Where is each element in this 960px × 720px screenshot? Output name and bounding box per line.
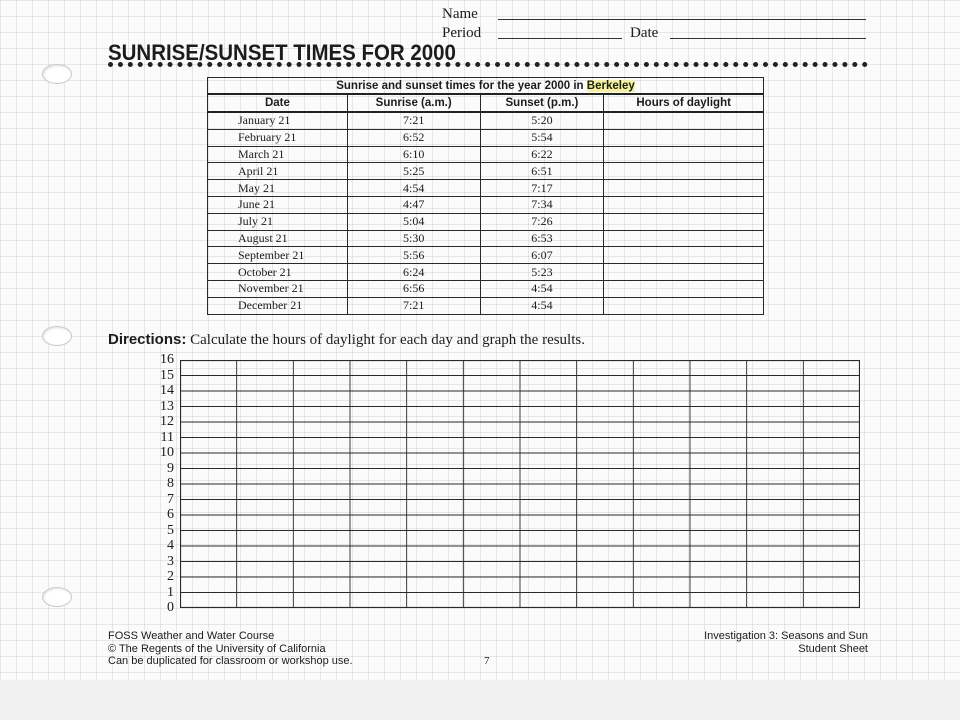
table-row — [208, 180, 764, 197]
hours-of-daylight-cell[interactable] — [604, 280, 764, 297]
date-cell: December 21 — [208, 297, 348, 314]
hours-of-daylight-cell[interactable] — [604, 180, 764, 197]
table-row — [208, 112, 764, 129]
y-axis-tick-label: 9 — [167, 460, 174, 476]
sunrise-cell: 4:47 — [347, 196, 480, 213]
table-header-row — [208, 94, 764, 112]
table-row — [208, 247, 764, 264]
directions-text: Calculate the hours of daylight for each day and graph the results. — [190, 332, 585, 348]
y-axis-tick-label: 16 — [160, 352, 174, 367]
page-number: 7 — [484, 655, 490, 667]
hours-of-daylight-cell[interactable] — [604, 129, 764, 146]
table-row — [208, 280, 764, 297]
hours-of-daylight-cell[interactable] — [604, 247, 764, 264]
hours-of-daylight-cell[interactable] — [604, 196, 764, 213]
date-cell: November 21 — [208, 280, 348, 297]
daylight-graph-grid[interactable] — [180, 360, 860, 608]
footer-course: FOSS Weather and Water Course — [108, 630, 275, 642]
date-cell: October 21 — [208, 264, 348, 281]
column-header-hours: Hours of daylight — [604, 94, 764, 112]
column-header-date: Date — [208, 94, 348, 112]
table-caption-text: Sunrise and sunset times for the year 2000 in — [336, 79, 584, 92]
footer-sheet-type: Student Sheet — [798, 642, 868, 655]
hours-of-daylight-cell[interactable] — [604, 230, 764, 247]
sunset-cell: 5:20 — [480, 112, 604, 129]
sunset-cell: 5:23 — [480, 264, 604, 281]
y-axis-tick-label: 4 — [167, 538, 174, 553]
table-row — [208, 196, 764, 213]
y-axis-tick-label: 11 — [160, 429, 174, 445]
sunrise-cell: 6:24 — [347, 264, 480, 281]
date-cell: February 21 — [208, 129, 348, 146]
table-row — [208, 264, 764, 281]
date-cell: May 21 — [208, 180, 348, 197]
sunset-cell: 4:54 — [480, 280, 604, 297]
y-axis-tick-label: 13 — [160, 398, 174, 414]
table-row — [208, 230, 764, 247]
sunrise-cell: 7:21 — [347, 297, 480, 314]
y-axis-tick-label: 14 — [160, 383, 174, 398]
table-row — [208, 163, 764, 180]
table-caption-city: Berkeley — [586, 79, 635, 92]
y-axis-tick-label: 1 — [167, 584, 174, 600]
binder-hole — [42, 326, 72, 346]
y-axis-tick-label: 0 — [167, 600, 174, 615]
sunset-cell: 7:17 — [480, 180, 604, 197]
binder-hole — [42, 64, 72, 84]
hours-of-daylight-cell[interactable] — [604, 213, 764, 230]
sunrise-cell: 5:56 — [347, 247, 480, 264]
directions — [108, 331, 585, 349]
date-cell: April 21 — [208, 163, 348, 180]
y-axis-tick-label: 12 — [160, 414, 174, 429]
sunset-cell: 7:34 — [480, 196, 604, 213]
sunrise-cell: 4:54 — [347, 180, 480, 197]
date-field-line[interactable] — [670, 38, 866, 39]
name-field-line[interactable] — [498, 19, 866, 20]
sunrise-cell: 6:56 — [347, 280, 480, 297]
footer-investigation: Investigation 3: Seasons and Sun — [704, 630, 868, 642]
hours-of-daylight-cell[interactable] — [604, 146, 764, 163]
sunrise-cell: 6:52 — [347, 129, 480, 146]
date-cell: July 21 — [208, 213, 348, 230]
y-axis-tick-label: 8 — [167, 476, 174, 491]
hours-of-daylight-cell[interactable] — [604, 264, 764, 281]
table-caption — [208, 78, 764, 95]
date-cell: August 21 — [208, 230, 348, 247]
sunset-cell: 4:54 — [480, 297, 604, 314]
sunrise-cell: 7:21 — [347, 112, 480, 129]
scan-bottom-margin — [0, 680, 960, 720]
y-axis-tick-label: 6 — [167, 507, 174, 522]
page-title: SUNRISE/SUNSET TIMES FOR 2000 — [108, 40, 456, 65]
y-axis-tick-label: 10 — [160, 445, 174, 460]
date-label: Date — [630, 25, 659, 41]
sunset-cell: 5:54 — [480, 129, 604, 146]
footer-duplicate-note: Can be duplicated for classroom or workshop use. — [108, 655, 353, 667]
y-axis-tick-label: 15 — [160, 367, 174, 383]
y-axis-tick-label: 5 — [167, 522, 174, 538]
sunset-cell: 6:22 — [480, 146, 604, 163]
footer-right — [704, 630, 868, 655]
hours-of-daylight-cell[interactable] — [604, 112, 764, 129]
date-cell: September 21 — [208, 247, 348, 264]
table-row — [208, 129, 764, 146]
column-header-sunrise: Sunrise (a.m.) — [347, 94, 480, 112]
name-label: Name — [442, 6, 478, 22]
directions-label: Directions: — [108, 331, 187, 348]
sunset-cell: 7:26 — [480, 213, 604, 230]
period-label: Period — [442, 25, 482, 41]
footer-copyright: © The Regents of the University of California — [108, 642, 326, 655]
y-axis-tick-label: 7 — [167, 491, 174, 507]
table-row — [208, 297, 764, 314]
hours-of-daylight-cell[interactable] — [604, 297, 764, 314]
title-divider — [108, 62, 868, 67]
date-cell: January 21 — [208, 112, 348, 129]
binder-hole — [42, 587, 72, 607]
date-cell: March 21 — [208, 146, 348, 163]
sunset-cell: 6:07 — [480, 247, 604, 264]
sunset-cell: 6:53 — [480, 230, 604, 247]
sunrise-cell: 5:04 — [347, 213, 480, 230]
y-axis-tick-label: 3 — [167, 553, 174, 569]
column-header-sunset: Sunset (p.m.) — [480, 94, 604, 112]
sunrise-sunset-table — [207, 77, 764, 315]
sunrise-cell: 5:30 — [347, 230, 480, 247]
period-field-line[interactable] — [498, 38, 622, 39]
sunrise-cell: 5:25 — [347, 163, 480, 180]
date-cell: June 21 — [208, 196, 348, 213]
hours-of-daylight-cell[interactable] — [604, 163, 764, 180]
footer-left — [108, 630, 353, 668]
y-axis-tick-label: 2 — [167, 569, 174, 584]
table-row — [208, 213, 764, 230]
table-row — [208, 146, 764, 163]
sunset-cell: 6:51 — [480, 163, 604, 180]
sunrise-cell: 6:10 — [347, 146, 480, 163]
